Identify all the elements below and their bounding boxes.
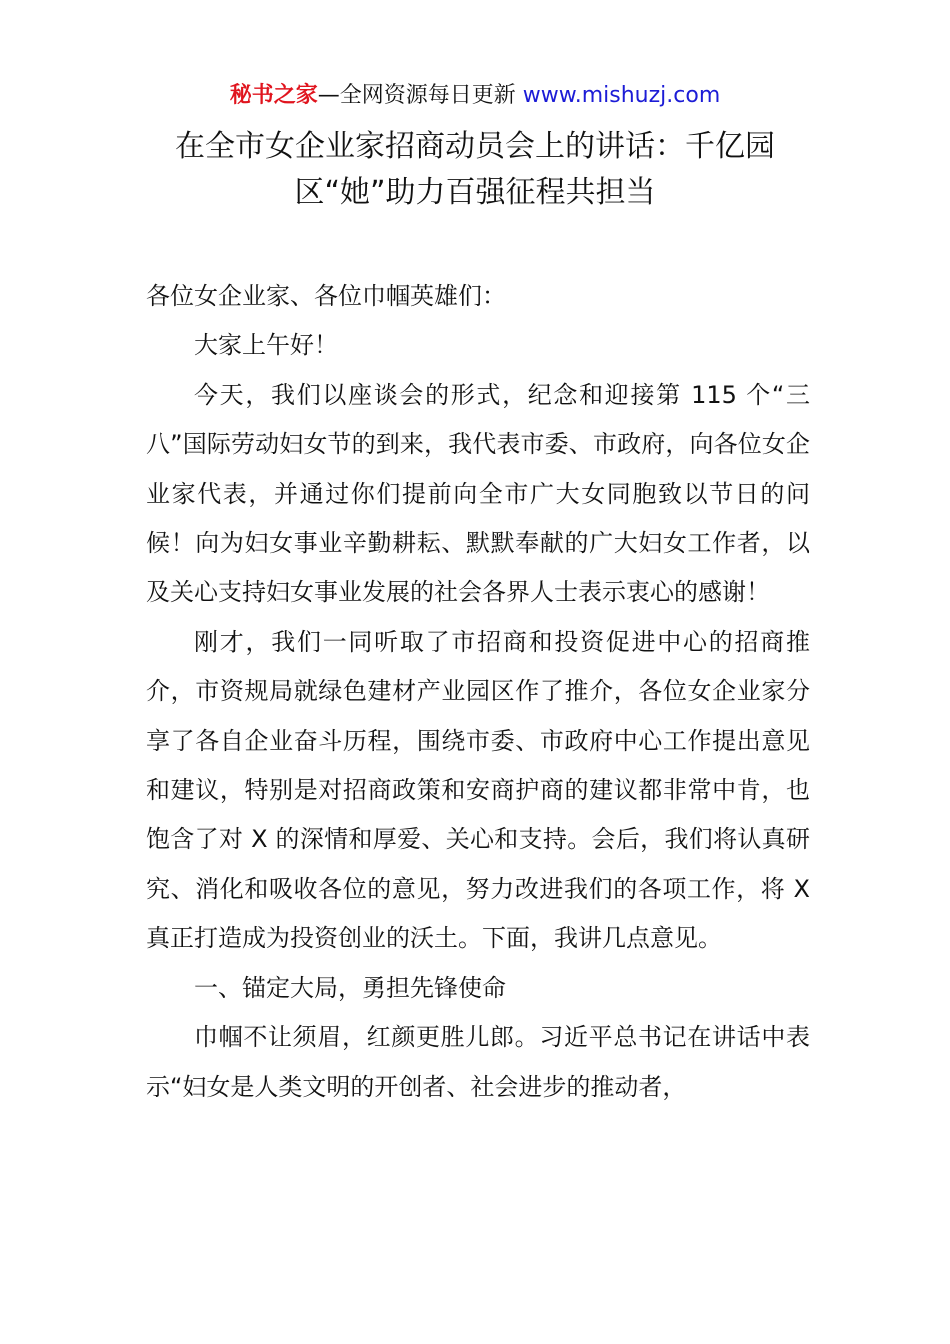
paragraph-greeting: 大家上午好！ [194,331,338,360]
salutation: 各位女企业家、各位巾帼英雄们： [146,282,506,310]
site-header [0,80,950,112]
paragraph: 刚才，我们一同听取了市招商和投资促进中心的招商推介，市资规局就绿色建材产业园区作了推介，各位女企业家分享了各自企业奋斗历程，围绕市委、市政府中心工作提出意见和建议，特别是对招商政策和安商护商的建议都非常中肯，也饱含了对 X 的深情和厚爱、关心和支持。会后，我们将认真研究、消化和吸收各位的意见，努力改进我们的各项工作，将 X 真正打造成为投资创业的沃土。下面，我讲几点意见。 [146,627,810,953]
paragraph: 巾帼不让须眉，红颜更胜儿郎。习近平总书记在讲话中表示“妇女是人类文明的开创者、社会进步的推动者， [146,1023,810,1101]
document-body [146,272,810,1112]
paragraph: 今天，我们以座谈会的形式，纪念和迎接第 115 个“三八”国际劳动妇女节的到来，我代表市委、市政府，向各位女企业家代表，并通过你们提前向全市广大女同胞致以节日的问候！向为妇女事业辛勤耕耘、默默奉献的广大妇女工作者，以及关心支持妇女事业发展的社会各界人士表示衷心的感谢！ [146,380,810,607]
document-title: 在全市女企业家招商动员会上的讲话：千亿园区“她”助力百强征程共担当 [175,129,775,210]
site-brand: 秘书之家 [229,83,318,108]
section-heading: 一、锚定大局，勇担先锋使命 [194,973,506,1002]
site-url-link[interactable]: www.mishuzj.com [522,83,721,108]
site-tagline: —全网资源每日更新 [317,83,523,108]
